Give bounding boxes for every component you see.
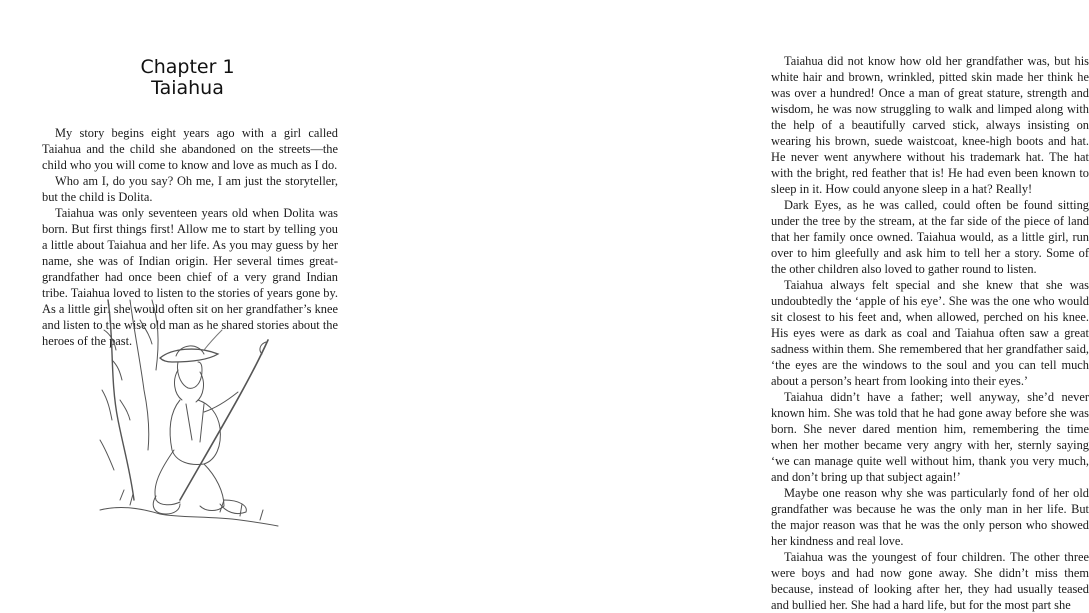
chapter-number: Chapter 1 bbox=[140, 56, 235, 78]
paragraph: Taiahua did not know how old her grandfather was, but his white hair and brown, wrinkled, pitted skin made her think he was over a hundred! Once a man of great stature, strength and wisdom, he was now struggling to walk and limped along with the help of a beautifully carved stick, always insisting on wearing his brown, suede waistcoat, knee-high boots and hat. He never went anywhere without his trademark hat. The hat with the bright, red feather that is! He had even been known to sleep in it. How could anyone sleep in a hat? Really! bbox=[771, 54, 1089, 196]
chapter-heading bbox=[0, 57, 375, 99]
paragraph: Taiahua was the youngest of four children. The other three were boys and had now gone away. She didn’t miss them because, instead of looking after her, they had usually teased and bullied her. She had a hard life, but for the most part she bbox=[771, 550, 1089, 612]
paragraph: Taiahua was only seventeen years old when Dolita was born. But first things first! Allow me to start by telling you a little about Taiahua and her life. As you may guess by her name, she was of Indian origin. Her several times great-grandfather had once been chief of a very grand Indian tribe. Taiahua loved to listen to the stories of years gone by. As a little girl she would often sit on her grandfather’s knee and listen to the wise old man as he shared stories about the heroes of the past. bbox=[42, 206, 338, 348]
left-page bbox=[0, 0, 375, 600]
chapter-title: Taiahua bbox=[151, 77, 224, 99]
paragraph: Taiahua always felt special and she knew that she was undoubtedly the ‘apple of his eye’. She was the one who would sit closest to his feet and, when allowed, perched on his knee. His eyes were as dark as coal and Taiahua often saw a great sadness within them. She remembered that her grandfather said, ‘the eyes are the windows to the soul and you can tell much about a person’s heart from looking into their eyes.’ bbox=[771, 278, 1089, 388]
paragraph: Who am I, do you say? Oh me, I am just the storyteller, but the child is Dolita. bbox=[42, 174, 338, 204]
paragraph: Taiahua didn’t have a father; well anyway, she’d never known him. She was told that he had gone away before she was born. She never dared mention him, remembering the time when her mother became very angry with her, sternly saying ‘we can manage quite well without him, thank you very much, and don’t bring up that subject again!’ bbox=[771, 390, 1089, 484]
paragraph: My story begins eight years ago with a girl called Taiahua and the child she abandoned on the streets—the child who you will come to know and love as much as I do. bbox=[42, 126, 338, 172]
paragraph: Maybe one reason why she was particularly fond of her old grandfather was because he was the only man in her life. But the major reason was that he was the only person who showed her kindness and real love. bbox=[771, 486, 1089, 548]
grandfather-under-tree-illustration bbox=[100, 300, 280, 530]
paragraph: Dark Eyes, as he was called, could often be found sitting under the tree by the stream, at the far side of the piece of land that her family once owned. Taiahua would, as a little girl, run over to him gleefully and ask him to tell her a story. Some of the other children also loved to gather round to listen. bbox=[771, 198, 1089, 276]
right-page-text bbox=[771, 53, 1089, 613]
right-page bbox=[375, 0, 1089, 612]
